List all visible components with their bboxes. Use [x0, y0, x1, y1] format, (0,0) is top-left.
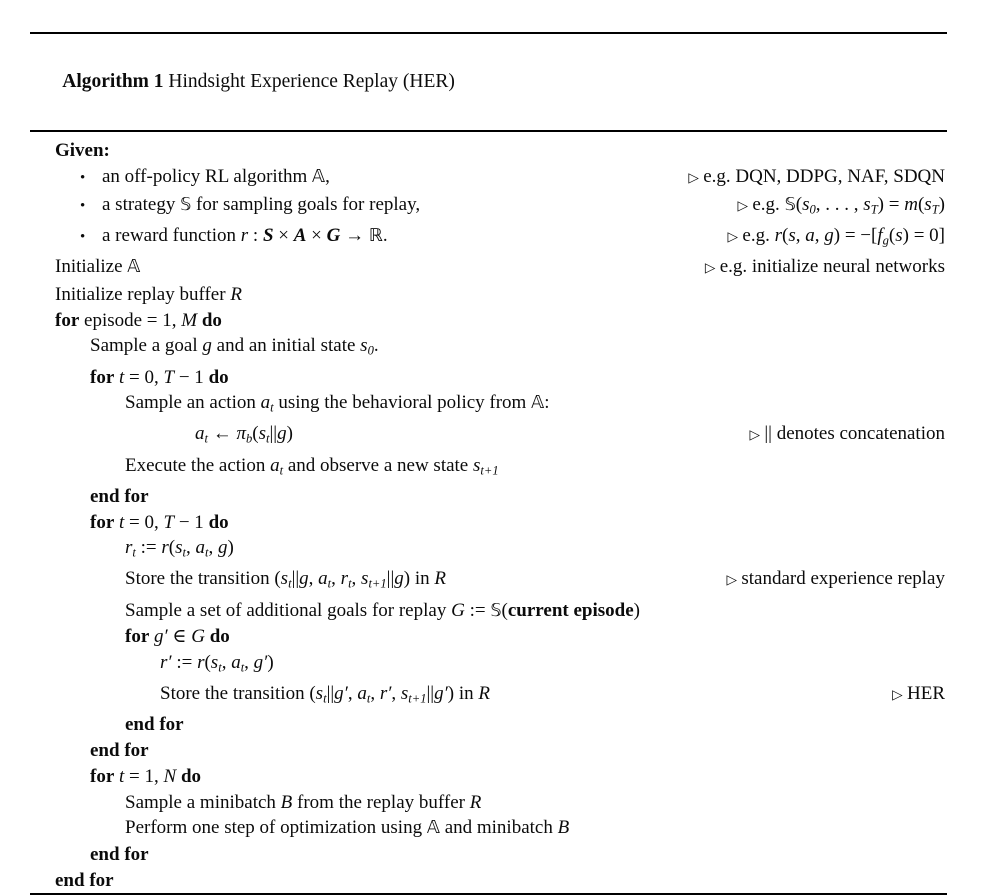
text-segment: end for [55, 869, 114, 891]
text-segment: = 0, [124, 511, 164, 533]
text-segment: ) = [877, 193, 905, 215]
text-segment: || [269, 423, 278, 445]
text-segment: s [924, 193, 932, 215]
inline-comment [727, 566, 948, 594]
text-segment: ( [252, 423, 259, 445]
text-segment: , [391, 683, 401, 705]
text-segment: × [306, 225, 327, 246]
text-segment: 𝕊 [784, 194, 796, 215]
text-segment: A [293, 225, 307, 246]
text-segment: t [119, 765, 125, 787]
text-segment: , [325, 166, 330, 188]
algorithm-body [30, 132, 947, 893]
text-segment: e.g. [752, 193, 785, 215]
text-segment: for [125, 626, 150, 648]
text-segment: , . . . , [815, 193, 864, 215]
triangle-comment-icon: ▷ [704, 260, 720, 277]
text-segment: g′ [434, 683, 448, 705]
text-segment: 𝔸 [312, 167, 326, 188]
text-segment: 0 [809, 202, 816, 217]
text-segment: S [262, 225, 274, 246]
text-segment: := [135, 537, 162, 559]
text-segment: s [895, 225, 903, 246]
text-segment: T [931, 202, 939, 217]
bullet-icon: • [80, 197, 86, 214]
text-segment: G [451, 599, 465, 621]
text-segment: , [186, 537, 196, 559]
statement-text [102, 223, 388, 250]
statement-text [125, 712, 184, 738]
text-segment: 𝔸 [127, 257, 141, 278]
text-segment: a [357, 683, 367, 705]
text-segment: g [299, 568, 309, 590]
text-segment: 𝕊 [490, 600, 502, 621]
algorithm-line [30, 842, 947, 868]
text-segment: ∈ [167, 626, 192, 648]
text-segment: Store the transition ( [160, 683, 316, 705]
text-segment: s [315, 683, 324, 705]
algorithm-line [30, 453, 947, 484]
text-segment: Sample a set of additional goals for replay [125, 599, 452, 621]
triangle-comment-icon: ▷ [749, 427, 765, 444]
statement-text [160, 650, 274, 681]
statement-text [55, 138, 110, 164]
text-segment: Sample a minibatch [125, 791, 281, 813]
text-segment: for [90, 366, 115, 388]
text-segment: R [434, 568, 446, 590]
text-segment: N [163, 765, 177, 787]
text-segment: and minibatch [439, 817, 558, 839]
text-segment: do [208, 366, 229, 388]
text-segment: s [788, 225, 796, 246]
text-segment: , [370, 683, 380, 705]
text-segment: ) = −[ [833, 225, 878, 246]
text-segment: episode = 1, [79, 309, 182, 331]
text-segment: G [191, 626, 205, 648]
statement-text [102, 164, 330, 191]
text-segment: s [400, 683, 409, 705]
text-segment: , [208, 537, 218, 559]
text-segment: ( [888, 225, 896, 246]
text-segment: ) [633, 599, 640, 621]
text-segment: for [55, 309, 80, 331]
text-segment: s [175, 537, 183, 559]
text-segment: end for [90, 485, 149, 507]
statement-text [160, 681, 490, 712]
text-segment: g [202, 335, 212, 357]
text-segment: a [318, 568, 328, 590]
text-segment: r′ [379, 683, 392, 705]
statement-text [125, 390, 549, 421]
text-segment: g [218, 537, 228, 559]
statement-text [55, 282, 242, 308]
text-segment: ) [267, 652, 274, 674]
text-segment: r [125, 537, 133, 559]
algorithm-line [30, 164, 947, 192]
algorithm-line [30, 254, 947, 282]
text-segment: B [280, 791, 293, 813]
text-segment: B [557, 817, 570, 839]
text-segment: s [361, 568, 369, 590]
text-segment: 𝕊 [180, 194, 192, 215]
text-segment: an off-policy RL algorithm [102, 166, 313, 188]
text-segment: ) in [403, 568, 435, 590]
statement-text [125, 790, 481, 816]
text-segment: := [464, 599, 491, 621]
text-segment: ℝ [368, 226, 383, 246]
text-segment: 𝔸 [426, 818, 440, 839]
text-segment: e.g. [742, 225, 775, 246]
text-segment: current episode [507, 599, 634, 621]
text-segment: R [469, 791, 482, 813]
text-segment: || [291, 568, 300, 590]
text-segment: : [544, 392, 550, 414]
text-segment: − 1 [174, 511, 209, 533]
text-segment: t [366, 691, 371, 706]
inline-comment [892, 681, 947, 709]
algorithm-line [30, 333, 947, 364]
text-segment: ( [501, 599, 508, 621]
text-segment: m [904, 193, 918, 215]
text-segment: do [180, 765, 202, 787]
text-segment: R [478, 683, 490, 705]
text-segment: do [209, 626, 230, 648]
algorithm-line [30, 738, 947, 764]
text-segment: from the replay buffer [292, 791, 470, 813]
text-segment: g′ [334, 683, 348, 705]
text-segment: g′ [253, 652, 268, 674]
text-segment: t [240, 660, 245, 675]
text-segment: ← [207, 423, 237, 445]
text-segment: t [270, 400, 274, 415]
inline-comment [705, 254, 947, 282]
text-segment: T [870, 202, 878, 217]
algorithm-line [30, 421, 947, 452]
statement-text [90, 333, 379, 364]
text-segment: s [802, 193, 810, 215]
text-segment: e.g. DQN, DDPG, NAF, SDQN [703, 166, 945, 188]
text-segment: a [195, 537, 206, 559]
text-segment: e.g. initialize neural networks [719, 256, 945, 278]
algorithm-box [30, 32, 947, 895]
statement-text [195, 421, 293, 452]
statement-text [55, 868, 114, 894]
inline-comment [728, 223, 947, 254]
text-segment: ) [938, 193, 945, 215]
text-segment: t [327, 576, 332, 591]
algorithm-line [30, 192, 947, 223]
algorithm-label: Algorithm 1 [62, 71, 164, 93]
text-segment: . [382, 225, 388, 246]
algorithm-line [30, 365, 947, 391]
triangle-comment-icon: ▷ [892, 687, 907, 704]
text-segment: ) = 0] [902, 225, 945, 246]
text-segment: || [386, 568, 395, 590]
statement-text [90, 842, 149, 868]
text-segment: standard experience replay [741, 568, 945, 590]
text-segment: r [240, 225, 249, 246]
statement-text [102, 192, 420, 219]
algorithm-line [30, 308, 947, 334]
text-segment: t [266, 431, 270, 446]
algorithm-line [30, 138, 947, 164]
text-segment: r [774, 225, 783, 246]
text-segment: t [205, 545, 209, 560]
text-segment: ( [168, 537, 176, 559]
algorithm-line [30, 681, 947, 712]
text-segment: r [161, 537, 169, 559]
bullet-icon: • [80, 229, 86, 245]
algorithm-line [30, 535, 947, 566]
text-segment: , [221, 652, 232, 674]
text-segment: a [270, 454, 280, 476]
text-segment: HER [907, 683, 945, 705]
text-segment: T [163, 511, 175, 533]
statement-text [90, 484, 149, 510]
text-segment: Sample an action [125, 392, 261, 414]
algorithm-title: Hindsight Experience Replay (HER) [163, 71, 455, 93]
text-segment: for [90, 765, 115, 787]
text-segment: s [280, 568, 289, 590]
text-segment: for [90, 511, 115, 533]
text-segment: t [119, 366, 125, 388]
algorithm-line [30, 764, 947, 790]
algorithm-line [30, 223, 947, 254]
text-segment: , [351, 568, 362, 590]
text-segment: t [323, 691, 327, 706]
triangle-comment-icon: ▷ [727, 229, 743, 245]
text-segment: → [340, 225, 369, 246]
text-segment: M [181, 309, 198, 331]
text-segment: t [132, 545, 136, 560]
text-segment: s [258, 423, 267, 445]
statement-text [90, 365, 229, 391]
statement-text [55, 254, 140, 281]
triangle-comment-icon: ▷ [688, 170, 704, 187]
text-segment: end for [125, 714, 184, 736]
statement-text [125, 453, 499, 484]
statement-text [90, 738, 149, 764]
text-segment: := [171, 652, 198, 674]
text-segment: = 0, [124, 366, 164, 388]
text-segment: g [394, 568, 404, 590]
statement-text [55, 308, 222, 334]
text-segment: Sample a goal [90, 335, 203, 357]
text-segment: g [882, 233, 889, 248]
text-segment: ( [795, 193, 803, 215]
text-segment: Execute the action [125, 454, 271, 476]
algorithm-line [30, 484, 947, 510]
algorithm-line [30, 566, 947, 597]
algorithm-line [30, 282, 947, 308]
algorithm-line [30, 598, 947, 625]
text-segment: g [277, 423, 287, 445]
text-segment: a reward function [102, 225, 241, 246]
text-segment: Initialize replay buffer [55, 283, 231, 305]
statement-text [90, 510, 229, 536]
text-segment: s [473, 454, 481, 476]
text-segment: a [260, 392, 271, 414]
text-segment: end for [90, 843, 149, 865]
algorithm-line [30, 868, 947, 894]
triangle-comment-icon: ▷ [737, 197, 753, 214]
algorithm-line [30, 650, 947, 681]
text-segment: using the behavioral policy from [273, 392, 532, 414]
text-segment: s [360, 335, 368, 357]
text-segment: t [288, 576, 292, 591]
text-segment: g [824, 225, 834, 246]
algorithm-line [30, 390, 947, 421]
text-segment: Given: [55, 140, 110, 162]
text-segment: t [182, 545, 187, 560]
text-segment: a [805, 225, 815, 246]
text-segment: ) [227, 537, 234, 559]
algorithm-line [30, 624, 947, 650]
text-segment: = 1, [124, 765, 164, 787]
statement-text [125, 566, 446, 597]
text-segment: and an initial state [211, 335, 361, 357]
text-segment: t [119, 511, 125, 533]
text-segment: b [246, 431, 253, 446]
statement-text [125, 815, 569, 842]
text-segment: for sampling goals for replay, [191, 193, 421, 215]
text-segment: , [244, 652, 254, 674]
text-segment: a [195, 423, 205, 445]
text-segment: r [340, 568, 349, 590]
statement-text [125, 598, 640, 625]
text-segment: ) in [447, 683, 479, 705]
text-segment: , [347, 683, 358, 705]
text-segment: T [163, 366, 175, 388]
text-segment: π [236, 423, 247, 445]
text-segment: , [795, 225, 806, 246]
algorithm-line [30, 790, 947, 816]
text-segment: t+1 [408, 691, 427, 706]
algorithm-line [30, 815, 947, 842]
text-segment: ( [204, 652, 211, 674]
statement-text [125, 535, 234, 566]
text-segment: ) [286, 423, 293, 445]
triangle-comment-icon: ▷ [726, 572, 742, 589]
text-segment: 𝔸 [531, 393, 545, 414]
text-segment: t+1 [480, 463, 499, 478]
text-segment: Store the transition ( [125, 568, 281, 590]
text-segment: s [863, 193, 871, 215]
text-segment: t [218, 660, 222, 675]
text-segment: || [326, 683, 335, 705]
text-segment: a strategy [102, 193, 181, 215]
text-segment: t [348, 576, 352, 591]
text-segment: ( [917, 193, 925, 215]
algorithm-caption [30, 34, 947, 130]
text-segment: Initialize [55, 256, 128, 278]
text-segment: − 1 [174, 366, 209, 388]
text-segment: a [231, 652, 241, 674]
text-segment: Perform one step of optimization using [125, 817, 427, 839]
text-segment: , [814, 225, 825, 246]
text-segment: r′ [160, 652, 172, 674]
text-segment: g′ [154, 626, 168, 648]
statement-text [90, 764, 201, 790]
text-segment: : [248, 225, 263, 246]
text-segment: and observe a new state [283, 454, 473, 476]
algorithm-line [30, 712, 947, 738]
inline-comment [688, 164, 947, 192]
text-segment: 0 [367, 343, 374, 358]
bullet-icon: • [80, 170, 86, 187]
text-segment: r [197, 652, 205, 674]
text-segment: f [877, 225, 883, 246]
text-segment: s [210, 652, 219, 674]
statement-text [125, 624, 230, 650]
text-segment: G [326, 225, 341, 246]
text-segment: R [230, 283, 242, 305]
inline-comment [749, 421, 947, 449]
text-segment: ( [782, 225, 789, 246]
text-segment: || [426, 683, 435, 705]
inline-comment [738, 192, 948, 223]
text-segment: t [279, 463, 284, 478]
algorithm-line [30, 510, 947, 536]
text-segment: × [273, 225, 294, 246]
text-segment: do [208, 511, 229, 533]
text-segment: end for [90, 740, 149, 762]
text-segment: t [204, 431, 208, 446]
text-segment: t+1 [368, 576, 387, 591]
text-segment: , [308, 568, 319, 590]
text-segment: do [201, 309, 222, 331]
text-segment: , [331, 568, 341, 590]
text-segment: . [373, 335, 379, 357]
text-segment: || denotes concatenation [764, 423, 945, 445]
